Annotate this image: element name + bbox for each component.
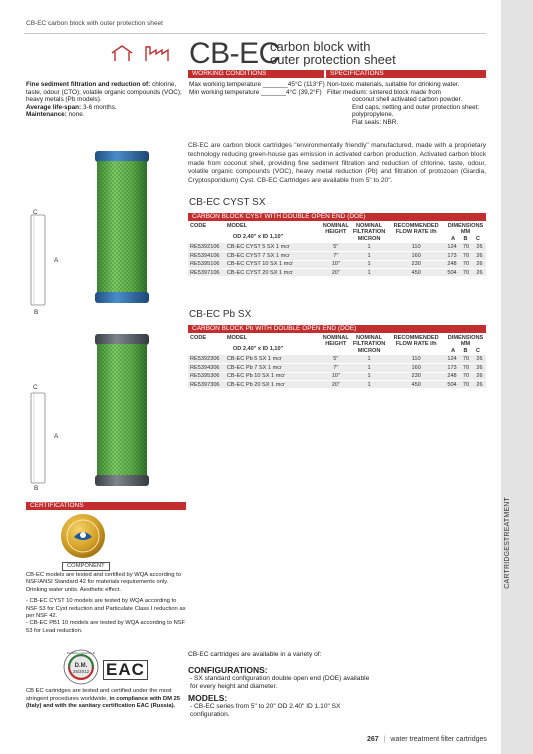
cyst-cartridge-image [87,147,157,307]
table-row: RE5395106 CB-EC CYST 10 SX 1 mcr 10" 1 230 248 70 26 [188,260,486,268]
dm25-certification-seal [63,649,99,685]
certifications-bar: CERTIFICATIONS [26,502,186,510]
page-footer: 267 | water treatment filter cartridges [367,736,487,743]
pb-table-bar: CARBON BLOCK Pb WITH DOUBLE OPEN END (DOE) [188,325,486,333]
wqa-gold-seal-icon [60,513,106,559]
working-conditions-bar: WORKING CONDITIONS [188,70,324,78]
pb-cartridge-image [87,330,157,490]
certification-compliance: CB EC cartridges are tested and certified under the most stringent procedures worldwide, in compliance with DM 25 (Italy) and with the sanitary certification EAC (Russia). [26,688,180,710]
product-subtitle: carbon block with outer protection sheet [270,39,396,67]
dimension-a-label: A [54,433,59,440]
dimension-b-label: B [34,485,39,492]
cyst-section-title: CB-EC CYST SX [189,197,266,208]
dimension-c-label: C [33,209,38,216]
table-row: RE5397106 CB-EC CYST 20 SX 1 mcr 20" 1 450 504 70 26 [188,268,486,276]
dimension-b-label: B [34,309,39,316]
table-header: CODE MODEL OD 2,40" x ID 1,10" NOMINAL HEIGHT NOMINAL FILTRATION MICRON RECOMMENDED FLOW RATE l/h DIMENSIONS MM A B C [190,335,484,354]
factory-icon [146,47,168,61]
table-row: RE5392106 CB-EC CYST 5 SX 1 mcr 5" 1 110 124 70 26 [188,243,486,251]
table-row: RE5394106 CB-EC CYST 7 SX 1 mcr 7" 1 160 173 70 26 [188,252,486,260]
dm-seal-top-text: Prodotto conforme al [67,650,95,655]
component-label: COMPONENT [62,562,110,571]
cyst-dimension-diagram [28,205,48,315]
table-row: RE5395306 CB-EC Pb 10 SX 1 mcr 10" 1 230 248 70 26 [188,372,486,380]
pb-dimension-diagram [28,383,48,493]
pb-section-title: CB-EC Pb SX [189,309,252,320]
dm-seal-number: 25/2012 [72,669,90,674]
left-features: Fine sediment filtration and reduction of: chlorine, taste, odour (CTO); volatile organic compounds (VOC); heavy metals (Pb models). Average life-span: 3-6 months. Maintenance: none. [26,81,182,119]
running-header: CB-EC carbon block with outer protection sheet [26,20,163,27]
sidebar-label: TREATMENT CARTRIDGES [504,497,511,589]
certification-text: CB-EC models are tested and certified by WQA according to NSF/ANSI Standard 42 for materials requirements only. Drinking water units. Aesthetic effect. - CB-EC CYST 10 models are tested by WQA according to NSF 53 for Cyst reduction and Particulate Class I reduction as per NSF 42. - CB-EC PB1 10 models are tested by WQA according to NSF 53 for Lead reduction. [26,572,186,634]
dimension-a-label: A [54,257,59,264]
table-row: RE5392306 CB-EC Pb 5 SX 1 mcr 5" 1 110 124 70 26 [188,355,486,363]
roof-icon [112,46,132,61]
working-conditions: Max working temperature _______45°C (113°F) Min working temperature _______4°C (39,2°F) [189,81,325,96]
cyst-table-bar: CARBON BLOCK CYST WITH DOUBLE OPEN END (DOE) [188,213,486,221]
product-description: CB-EC are carbon block cartridges "environmentally friendly" manufactured, made with a proprietary technology reducing green-house gas emission in activated carbon production. Activated carbon block made from coconut shell, providing fine sediment filtration and reduction of chlorine, taste, odour, volatile organic compounds (VOC), heavy metal reduction (Pb) and filtration of protozoan (Giardia, Cryptosporidium) Cyst. CB-EC Cartridges are available from 5" to 20". [188,142,486,185]
section-sidebar [501,0,533,754]
table-row: RE5397306 CB-EC Pb 20 SX 1 mcr 20" 1 450 504 70 26 [188,380,486,388]
eac-mark: EAC [103,660,148,680]
thermometer-icon [110,44,180,62]
table-header: CODE MODEL OD 2,40" x ID 1,10" NOMINAL HEIGHT NOMINAL FILTRATION MICRON RECOMMENDED FLOW RATE l/h DIMENSIONS MM A B C [190,223,484,242]
table-row: RE5394306 CB-EC Pb 7 SX 1 mcr 7" 1 160 173 70 26 [188,364,486,372]
product-title: CB-EC [189,37,280,70]
specifications-bar: SPECIFICATIONS [326,70,486,78]
header-divider [24,33,486,34]
specifications-list: Non-toxic materials, suitable for drinking water. Filter medium: sintered block made from coconut shell activated carbon powder. End caps, netting and outer protection sheet: polypropylene. Flat seals: NBR. [327,81,480,126]
dimension-c-label: C [33,384,38,391]
availability-section: CB-EC cartridges are available in a variety of: CONFIGURATIONS: - SX standard configuration double open end (DOE) available for every height and diameter. MODELS: - CB-EC series from 5" to 20" OD 2.40" ID 1.10" SX configuration. [188,651,370,718]
cyst-table [188,222,486,277]
pb-table [188,334,486,389]
dm-seal-title: D.M. [74,663,88,669]
